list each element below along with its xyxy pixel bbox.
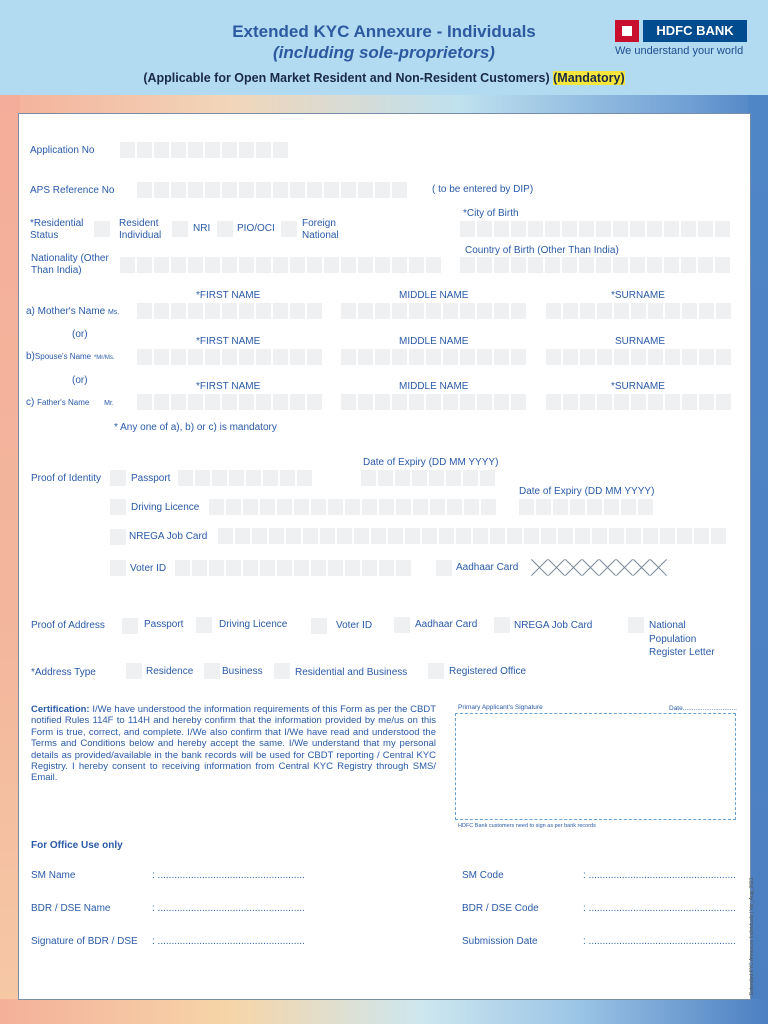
submission-date-label: Submission Date <box>462 936 538 947</box>
country-of-birth-label: Country of Birth (Other Than India) <box>465 245 619 256</box>
form-version-note: Extended KYC Annexure Individuals | Ver_Aug_2021 <box>749 877 755 995</box>
mothers-name-label <box>26 306 119 318</box>
registered-office-label: Registered Office <box>449 666 527 677</box>
poa-aadhaar-checkbox[interactable] <box>394 617 410 633</box>
certification-paragraph <box>31 704 436 784</box>
poi-voter-id-label: Voter ID <box>130 563 167 574</box>
certification-text: I/We have understood the information requirements of this Form as per the CBDT notified Rules 114F to 114H and hereby confirm that the information provided by me/us on this Form is true, correct, and complete. I/We also confirm that I/We have read and understood the Terms and Conditions below and hereby accept the same. I/We understand that my personal details as provided/available in the bank records will be used for CBDT reporting / Central KYC Registry. I hereby consent to receiving information from Central KYC Registry through SMS/ Email. <box>31 704 437 784</box>
border-left <box>0 95 20 1024</box>
sm-code-label: SM Code <box>462 870 504 881</box>
spouse-surname-header: SURNAME <box>615 336 666 347</box>
residential-business-checkbox[interactable] <box>274 663 290 679</box>
signature-box[interactable] <box>455 713 736 820</box>
bank-name: HDFC BANK <box>643 20 747 42</box>
signature-bdr-label: Signature of BDR / DSE <box>31 936 138 947</box>
driving-licence-number-input[interactable] <box>209 499 496 515</box>
poa-nrega-checkbox[interactable] <box>494 617 510 633</box>
pio-oci-checkbox[interactable] <box>217 221 233 237</box>
spouses-name-label <box>26 351 115 363</box>
spouse-first-name-input[interactable] <box>137 349 322 365</box>
certification-title: Certification: <box>31 704 90 715</box>
poi-nrega-checkbox[interactable] <box>110 529 126 545</box>
passport-number-input[interactable] <box>178 470 312 486</box>
mr-ms-prefix: *Mr/Ms. <box>93 355 115 361</box>
poi-nrega-label: NREGA Job Card <box>129 531 208 542</box>
country-of-birth-input[interactable] <box>460 257 730 273</box>
sign-note: HDFC Bank customers need to sign as per bank records <box>458 823 596 829</box>
signature-date-label: Date.............................. <box>669 705 737 712</box>
passport-expiry-header: Date of Expiry (DD MM YYYY) <box>363 457 499 468</box>
poi-driving-licence-label: Driving Licence <box>131 502 200 513</box>
mandatory-note: * Any one of a), b) or c) is mandatory <box>114 422 277 433</box>
passport-expiry-input[interactable] <box>361 470 495 486</box>
aadhaar-masked-boxes <box>530 560 666 576</box>
aps-reference-label: APS Reference No <box>30 185 115 196</box>
mother-surname-header: *SURNAME <box>611 290 665 301</box>
poi-aadhaar-label: Aadhaar Card <box>456 562 519 573</box>
signature-date-text: Date <box>669 705 683 712</box>
licence-expiry-header: Date of Expiry (DD MM YYYY) <box>519 486 655 497</box>
submission-date-field[interactable]: : ..................................................... <box>583 936 736 947</box>
applicability-line <box>0 71 768 85</box>
nrega-number-input[interactable] <box>218 528 726 544</box>
or-label-1: (or) <box>72 329 88 340</box>
aps-note: ( to be entered by DIP) <box>432 184 534 195</box>
spouse-middle-name-header: MIDDLE NAME <box>399 336 469 347</box>
father-first-name-input[interactable] <box>137 394 322 410</box>
mother-middle-name-header: MIDDLE NAME <box>399 290 469 301</box>
form-subtitle: (including sole-proprietors) <box>273 43 495 62</box>
sm-name-label: SM Name <box>31 870 76 881</box>
father-surname-input[interactable] <box>546 394 731 410</box>
business-label: Business <box>222 666 263 677</box>
father-middle-name-input[interactable] <box>341 394 526 410</box>
application-no-label: Application No <box>30 145 95 156</box>
residential-business-label: Residential and Business <box>295 667 408 678</box>
foreign-national-checkbox[interactable] <box>281 221 297 237</box>
city-of-birth-label: *City of Birth <box>463 208 519 219</box>
nri-checkbox[interactable] <box>172 221 188 237</box>
city-of-birth-input[interactable] <box>460 221 730 237</box>
form-title: Extended KYC Annexure - Individuals <box>232 22 536 41</box>
voter-id-number-input[interactable] <box>175 560 411 576</box>
nri-label: NRI <box>193 223 211 234</box>
bank-tagline: We understand your world <box>615 45 744 57</box>
resident-individual-checkbox[interactable] <box>94 221 110 237</box>
driving-licence-expiry-input[interactable] <box>519 499 653 515</box>
form-panel <box>18 113 751 1000</box>
bdr-dse-code-field[interactable]: : ..................................................... <box>583 903 736 914</box>
fathers-name-label <box>26 397 114 409</box>
poa-passport-checkbox[interactable] <box>122 618 138 634</box>
foreign-national-label: Foreign National <box>302 218 339 241</box>
residence-label: Residence <box>146 666 194 677</box>
or-label-2: (or) <box>72 375 88 386</box>
spouse-first-name-header: *FIRST NAME <box>196 336 261 347</box>
mandatory-tag: (Mandatory) <box>553 71 625 85</box>
pio-oci-label: PIO/OCI <box>237 223 275 234</box>
poa-voter-id-checkbox[interactable] <box>311 618 327 634</box>
border-top <box>0 95 768 115</box>
signature-label: Primary Applicant's Signature <box>458 704 543 711</box>
poa-npr-label: National Population Register Letter <box>649 620 715 658</box>
registered-office-checkbox[interactable] <box>428 663 444 679</box>
poa-driving-licence-label: Driving Licence <box>219 619 288 630</box>
poi-aadhaar-checkbox[interactable] <box>436 560 452 576</box>
office-use-title: For Office Use only <box>31 840 123 851</box>
mother-first-name-input[interactable] <box>137 303 322 319</box>
proof-of-identity-label: Proof of Identity <box>31 473 102 484</box>
signature-bdr-field[interactable]: : ..................................................... <box>152 936 305 947</box>
bdr-dse-code-label: BDR / DSE Code <box>462 903 539 914</box>
bdr-dse-name-field[interactable]: : ..................................................... <box>152 903 305 914</box>
proof-of-address-label: Proof of Address <box>31 620 105 631</box>
address-type-label: *Address Type <box>31 667 96 678</box>
border-bottom <box>0 999 768 1024</box>
aps-reference-input[interactable] <box>137 182 407 198</box>
poi-passport-label: Passport <box>131 473 171 484</box>
bdr-dse-name-label: BDR / DSE Name <box>31 903 111 914</box>
mother-first-name-header: *FIRST NAME <box>196 290 261 301</box>
nationality-label: Nationality (Other Than India) <box>31 253 109 276</box>
sm-name-field[interactable]: : ..................................................... <box>152 870 305 881</box>
poa-voter-id-label: Voter ID <box>336 620 373 631</box>
poi-driving-licence-checkbox[interactable] <box>110 499 126 515</box>
mother-middle-name-input[interactable] <box>341 303 526 319</box>
father-first-name-header: *FIRST NAME <box>196 381 261 392</box>
applicability-text: (Applicable for Open Market Resident and Non-Resident Customers) <box>143 71 550 85</box>
mother-surname-input[interactable] <box>546 303 731 319</box>
nationality-input[interactable] <box>120 257 441 273</box>
poa-passport-label: Passport <box>144 619 184 630</box>
spouses-name-text: Spouse's Name <box>34 352 92 361</box>
header-band <box>0 0 768 97</box>
c-marker: c) <box>26 397 35 408</box>
poi-voter-id-checkbox[interactable] <box>110 560 126 576</box>
residence-checkbox[interactable] <box>126 663 142 679</box>
spouse-surname-input[interactable] <box>546 349 731 365</box>
father-middle-name-header: MIDDLE NAME <box>399 381 469 392</box>
poa-nrega-label: NREGA Job Card <box>514 620 593 631</box>
poa-aadhaar-label: Aadhaar Card <box>415 619 478 630</box>
sm-code-field[interactable]: : ..................................................... <box>583 870 736 881</box>
b-marker: b) <box>26 351 35 362</box>
residential-status-label: *Residential Status <box>30 218 84 241</box>
business-checkbox[interactable] <box>204 663 220 679</box>
ms-prefix: Ms. <box>107 309 120 316</box>
application-no-input[interactable] <box>120 142 288 158</box>
resident-individual-label: Resident Individual <box>119 218 162 241</box>
father-surname-header: *SURNAME <box>611 381 665 392</box>
poa-driving-licence-checkbox[interactable] <box>196 617 212 633</box>
bank-logo-icon <box>615 20 639 42</box>
fathers-name-text: Father's Name <box>37 398 90 407</box>
poa-npr-checkbox[interactable] <box>628 617 644 633</box>
poi-passport-checkbox[interactable] <box>110 470 126 486</box>
spouse-middle-name-input[interactable] <box>341 349 526 365</box>
mothers-name-text: a) Mother's Name <box>26 306 106 317</box>
mr-prefix: Mr. <box>104 400 114 407</box>
